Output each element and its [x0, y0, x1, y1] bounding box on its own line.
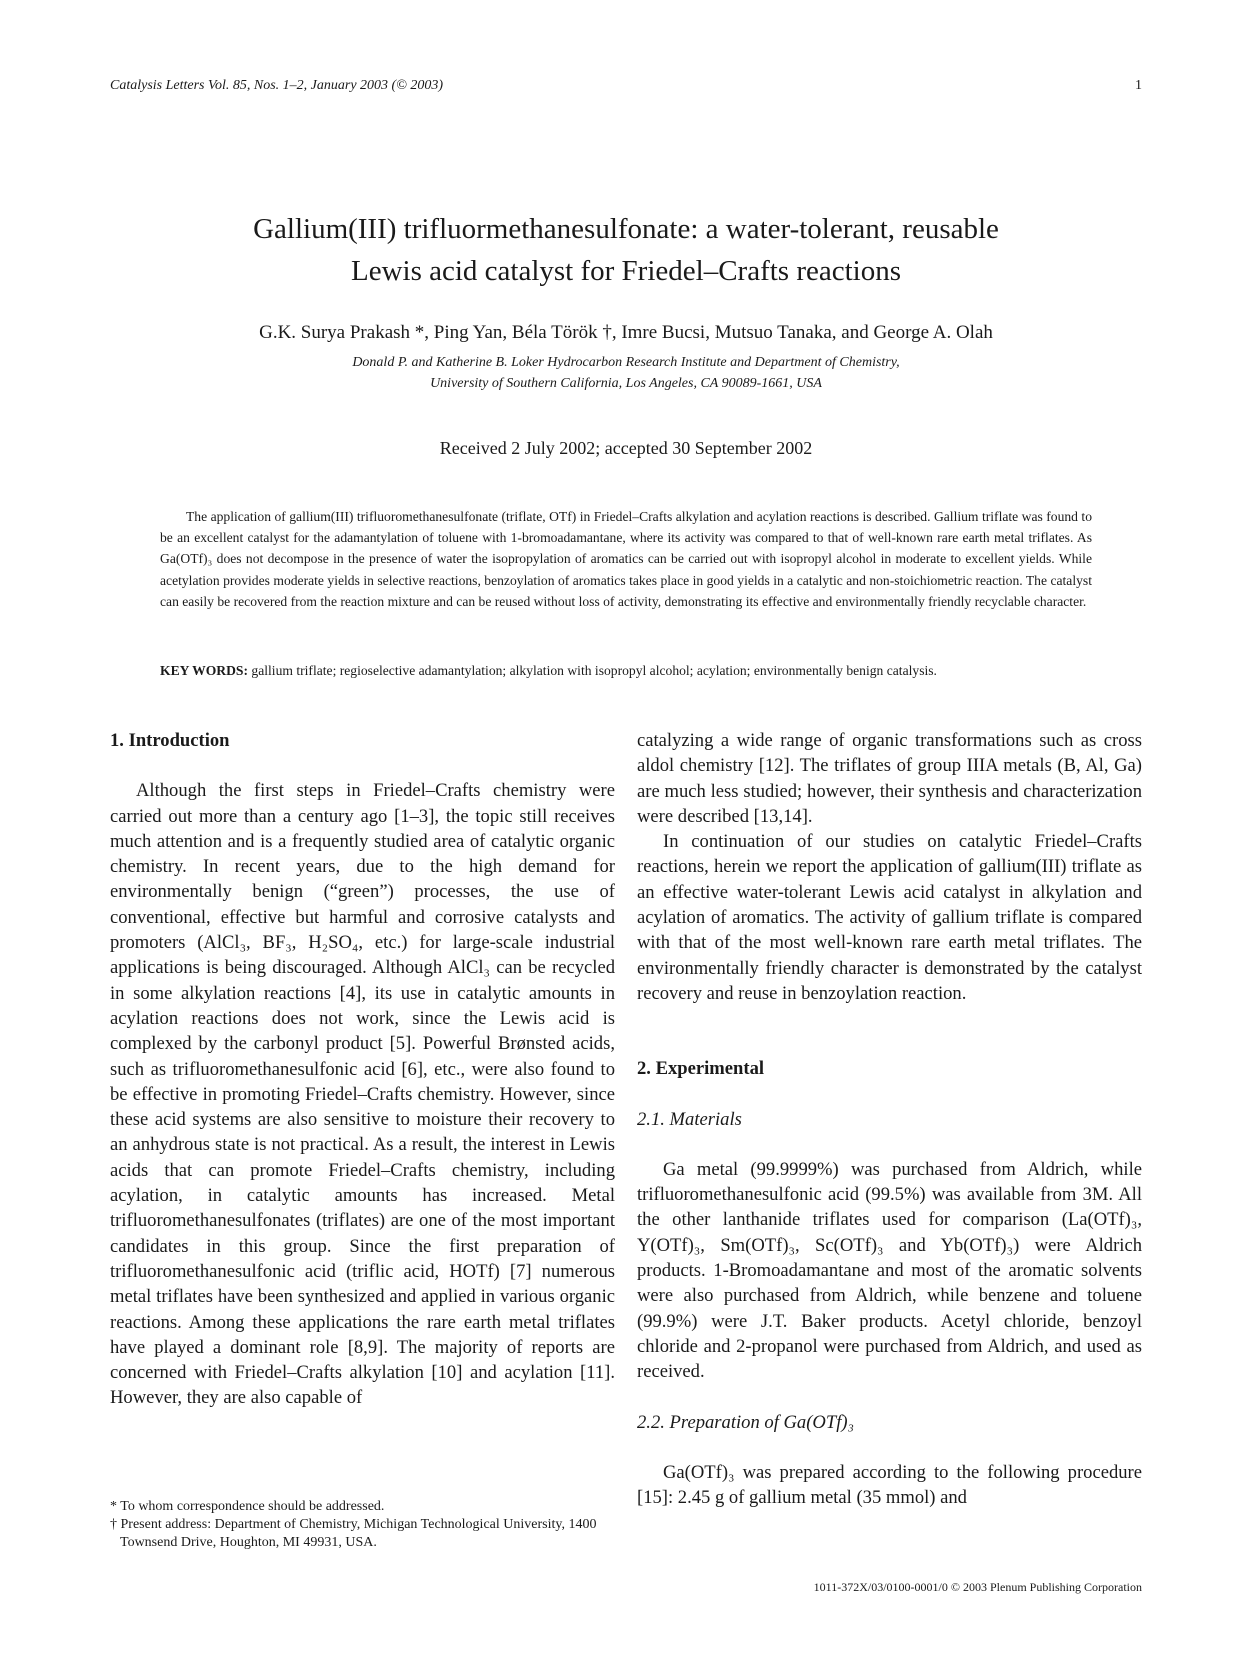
received-dates: Received 2 July 2002; accepted 30 September 2002 — [439, 438, 813, 458]
journal-citation: Catalysis Letters Vol. 85, Nos. 1–2, January 2003 (© 2003) — [110, 78, 444, 93]
left-column — [110, 728, 615, 1411]
introduction-paragraph-1: Although the first steps in Friedel–Crafts chemistry were carried out more than a century ago [1–3], the topic still receives much attention and is a frequently studied area of catalytic organic chemistry. In recent years, due to the high demand for environmentally benign (“green”) processes, the use of conventional, effective but harmful and corrosive catalysts and promoters (AlCl₃, BF₃, H₂SO₄, etc.) for large-scale industrial applications is being discouraged. Although AlCl₃ can be recycled in some alkylation reactions [4], its use in catalytic amounts in acylation reactions does not work, since the Lewis acid is complexed by the carbonyl product [5]. Powerful Brønsted acids, such as trifluoromethanesulfonic acid [6], etc., were also found to be effective in promoting Friedel–Crafts chemistry. However, since these acid systems are also sensitive to moisture their recovery to an anhydrous state is not practical. As a result, the interest in Lewis acids that can promote Friedel–Crafts chemistry, including acylation, in catalytic amounts has increased. Metal trifluoromethanesulfonates (triflates) are one of the most important candidates in this group. Since the first preparation of trifluoromethanesulfonic acid (triflic acid, HOTf) [7] numerous metal triflates have been synthesized and applied in various organic reactions. Among these applications the rare earth metal triflates have played a dominant role [8,9]. The majority of reports are concerned with Friedel–Crafts alkylation [10] and acylation [11]. However, they are also capable of — [110, 780, 615, 1409]
section-heading-introduction: 1. Introduction — [110, 730, 230, 751]
footnote-correspondence: * To whom correspondence should be addressed. — [110, 1499, 385, 1514]
keywords-text: gallium triflate; regioselective adamantylation; alkylation with isopropyl alcohol; acylation; environmentally benign catalysis. — [251, 663, 937, 678]
footnote-present-address: † Present address: Department of Chemistry, Michigan Technological University, 1400 Townsend Drive, Houghton, MI 49931, USA. — [110, 1517, 597, 1550]
publisher-imprint: 1011-372X/03/0100-0001/0 © 2003 Plenum Publishing Corporation — [813, 1580, 1142, 1594]
affiliation-line-2: University of Southern California, Los Angeles, CA 90089-1661, USA — [430, 376, 822, 391]
materials-paragraph: Ga metal (99.9999%) was purchased from Aldrich, while trifluoromethanesulfonic acid (99.5%) was available from 3M. All the other lanthanide triflates used for comparison (La(OTf)₃, Y(OTf)₃, Sm(OTf)₃, Sc(OTf)₃ and Yb(OTf)₃) were Aldrich products. 1-Bromoadamantane and most of the aromatic solvents were also purchased from Aldrich, while benzene and toluene (99.9%) were J.T. Baker products. Acetyl chloride, benzoyl chloride and 2-propanol were purchased from Aldrich, and used as received. — [637, 1158, 1142, 1383]
introduction-paragraph-1-continued: catalyzing a wide range of organic transformations such as cross aldol chemistry [12]. The triflates of group IIIA metals (B, Al, Ga) are much less studied; however, their synthesis and characterization were described [13,14]. — [637, 730, 1142, 827]
author-list: G.K. Surya Prakash *, Ping Yan, Béla Török †, Imre Bucsi, Mutsuo Tanaka, and George A. Olah — [259, 322, 993, 343]
introduction-paragraph-2: In continuation of our studies on catalytic Friedel–Crafts reactions, herein we report the application of gallium(III) triflate as an effective water-tolerant Lewis acid catalyst in alkylation and acylation of aromatics. The activity of gallium triflate is compared with that of the most well-known rare earth metal triflates. The environmentally friendly character is demonstrated by the catalyst recovery and reuse in benzoylation reaction. — [637, 831, 1142, 1004]
keywords — [160, 663, 1092, 679]
page-number: 1 — [1135, 78, 1142, 93]
preparation-paragraph: Ga(OTf)₃ was prepared according to the following procedure [15]: 2.45 g of gallium metal (35 mmol) and — [637, 1461, 1142, 1509]
footnotes — [110, 1498, 615, 1552]
keywords-label: KEY WORDS: — [160, 663, 248, 678]
title-line-1: Gallium(III) trifluormethanesulfonate: a water-tolerant, reusable — [253, 213, 999, 245]
abstract: The application of gallium(III) trifluoromethanesulfonate (triflate, OTf) in Friedel–Crafts alkylation and acylation reactions is described. Gallium triflate was found to be an excellent catalyst for the adamantylation of toluene with 1-bromoadamantane, where its activity was compared to that of well-known rare earth metal triflates. As Ga(OTf)₃ does not decompose in the presence of water the isopropylation of aromatics can be carried out with isopropyl alcohol in moderate to excellent yields. While acetylation provides moderate yields in selective reactions, benzoylation of aromatics takes place in good yields in a catalytic and non-stoichiometric reaction. The catalyst can easily be recovered from the reaction mixture and can be reused without loss of activity, demonstrating its effective and environmentally friendly recyclable character. — [160, 509, 1092, 609]
subsection-heading-materials: 2.1. Materials — [637, 1108, 742, 1130]
affiliation — [110, 352, 1142, 394]
affiliation-line-1: Donald P. and Katherine B. Loker Hydrocarbon Research Institute and Department of Chemistry, — [352, 355, 900, 370]
section-heading-experimental: 2. Experimental — [637, 1058, 765, 1080]
right-column — [637, 728, 1142, 1510]
subsection-heading-preparation: 2.2. Preparation of Ga(OTf)₃ — [637, 1411, 855, 1433]
article-title — [110, 208, 1142, 292]
title-line-2: Lewis acid catalyst for Friedel–Crafts reactions — [351, 255, 901, 287]
running-head — [110, 78, 1142, 94]
